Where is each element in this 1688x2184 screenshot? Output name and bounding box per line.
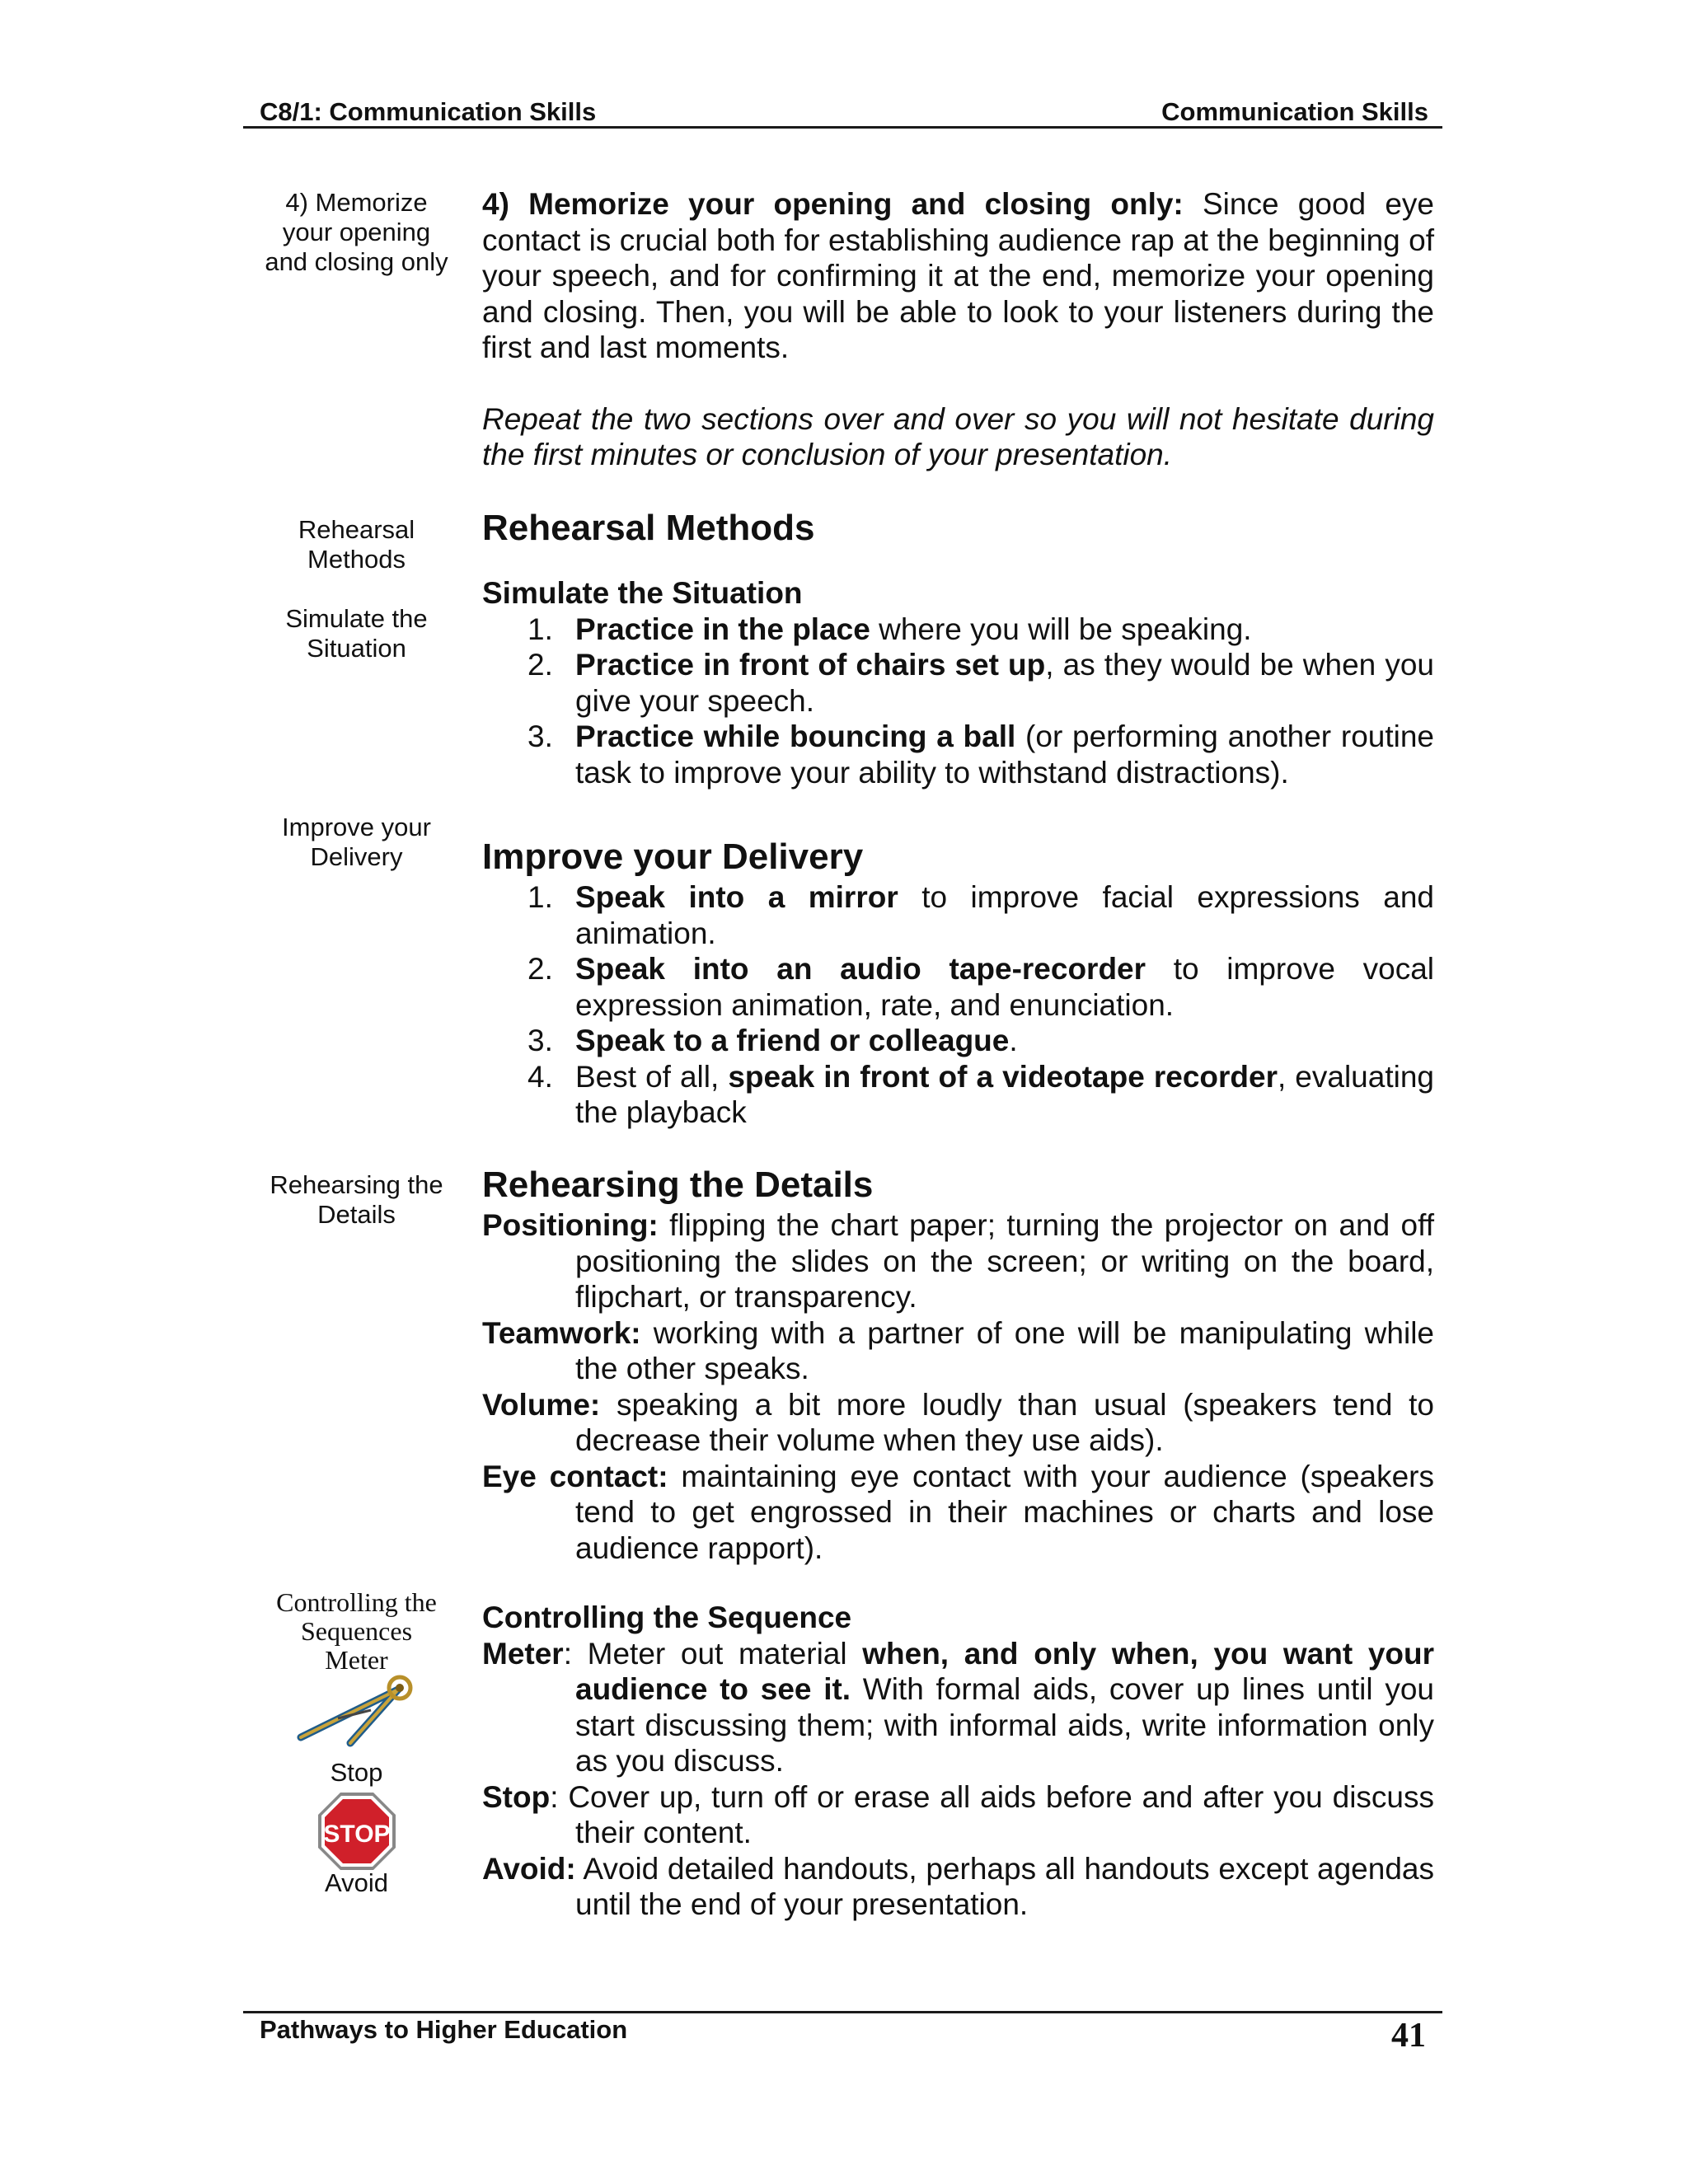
simulate-list <box>482 612 1434 791</box>
improve-delivery-section <box>482 835 1434 1131</box>
improve-delivery-list <box>482 879 1434 1131</box>
memorize-italic-note: Repeat the two sections over and over so you will not hesitate during the first minutes or conclusion of your presentation. <box>482 401 1434 471</box>
sequence-section <box>482 1600 1434 1923</box>
simulate-title: Simulate the Situation <box>482 576 803 610</box>
list-item: 1. Speak into a mirror to improve facial expressions and animation. <box>528 880 1434 950</box>
memorize-text: Since good eye contact is crucial both for establishing audience rap at the beginning of your speech, and for confirming it at the end, memorize your opening and closing. Then, you will be able to look to your listeners during the first and last moments. <box>482 187 1435 364</box>
list-item: 2. Speak into an audio tape-recorder to improve vocal expression animation, rate, and enunciation. <box>528 952 1434 1022</box>
sequence-title: Controlling the Sequence <box>482 1601 852 1634</box>
list-item: 2. Practice in front of chairs set up, as they would be when you give your speech. <box>528 648 1434 718</box>
margin-note-details: Rehearsing the Details <box>270 1170 443 1229</box>
page-number: 41 <box>1391 2017 1426 2055</box>
footer-left: Pathways to Higher Education <box>260 2015 628 2044</box>
footer-rule <box>243 2011 1442 2013</box>
details-title: Rehearsing the Details <box>482 1165 874 1205</box>
margin-note-improve: Improve your Delivery <box>282 813 431 871</box>
rehearsal-methods-title: Rehearsal Methods <box>482 508 815 548</box>
margin-note-simulate: Simulate the Situation <box>285 604 428 663</box>
compass-icon <box>293 1673 420 1747</box>
margin-note-memorize: 4) Memorize your opening and closing only <box>265 188 448 276</box>
header-left: C8/1: Communication Skills <box>260 97 597 126</box>
stop-sign-text: STOP <box>323 1821 391 1848</box>
memorize-lead: 4) Memorize your opening and closing only: <box>482 187 1184 221</box>
details-item: Eye contact: maintaining eye contact with your audience (speakers tend to get engrossed in their machines or charts and lose audience rapport). <box>482 1459 1434 1565</box>
sequence-avoid: Avoid: Avoid detailed handouts, perhaps all handouts except agendas until the end of your presentation. <box>482 1851 1434 1921</box>
improve-delivery-title: Improve your Delivery <box>482 837 864 877</box>
header-rule <box>243 126 1442 129</box>
margin-note-controlling: Controlling the Sequences Meter <box>276 1587 437 1675</box>
details-item: Positioning: flipping the chart paper; turning the projector on and off positioning the slides on the screen; or writing on the board, flipchart, or transparency. <box>482 1208 1434 1314</box>
margin-note-rehearsal-methods: Rehearsal Methods <box>298 515 415 574</box>
stop-sign-icon <box>316 1790 398 1872</box>
stop-label: Stop <box>330 1758 383 1787</box>
details-item: Volume: speaking a bit more loudly than usual (speakers tend to decrease their volume when they use aids). <box>482 1387 1434 1457</box>
rehearsal-methods-section <box>482 506 1434 790</box>
list-item: 1. Practice in the place where you will be speaking. <box>528 612 1252 646</box>
details-section <box>482 1163 1434 1566</box>
sequence-meter: Meter: Meter out material when, and only when, you want your audience to see it. With formal aids, cover up lines until you start discussing them; with informal aids, write information only as you discuss. <box>482 1636 1434 1778</box>
avoid-label: Avoid <box>325 1868 388 1897</box>
list-item: 3. Practice while bouncing a ball (or performing another routine task to improve your ability to withstand distractions). <box>528 719 1434 790</box>
details-item: Teamwork: working with a partner of one will be manipulating while the other speaks. <box>482 1315 1434 1385</box>
list-item: 4. Best of all, speak in front of a videotape recorder, evaluating the playback <box>528 1059 1434 1129</box>
header-right: Communication Skills <box>1161 97 1428 126</box>
list-item: 3. Speak to a friend or colleague. <box>528 1024 1018 1057</box>
memorize-paragraph <box>482 186 1434 366</box>
sequence-stop: Stop: Cover up, turn off or erase all aids before and after you discuss their content. <box>482 1779 1434 1849</box>
memorize-section <box>482 186 1434 473</box>
